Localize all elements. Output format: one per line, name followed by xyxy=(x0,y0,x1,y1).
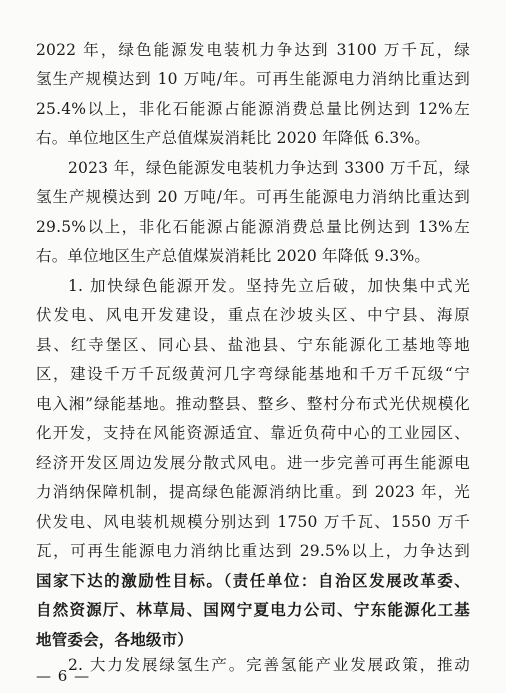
text-line: 25.4%以上，非化石能源占能源消费总量比例达到 12%左 xyxy=(36,100,470,118)
text-line: 瓦，可再生能源电力消纳比重达到 29.5%以上，力争达到 xyxy=(36,542,470,560)
text-line: 29.5%以上，非化石能源占能源消费总量比例达到 13%左 xyxy=(36,218,470,236)
page-number: — 6 — xyxy=(36,667,91,685)
text-line: 氢生产规模达到 10 万吨/年。可再生能源电力消纳比重达到 xyxy=(36,70,470,88)
text-line: 1. 加快绿色能源开发。坚持先立后破，加快集中式光 xyxy=(68,277,470,295)
text-line: 力消纳保障机制，提高绿色能源消纳比重。到 2023 年，光 xyxy=(36,483,470,501)
text-line: 区，建设千万千瓦级黄河几字弯绿能基地和千万千瓦级“宁 xyxy=(36,365,470,383)
text-line: 经济开发区周边发展分散式风电。进一步完善可再生能源电 xyxy=(36,454,470,472)
text-line: 地管委会，各地级市） xyxy=(36,630,194,649)
text-line: 电入湘”绿能基地。推动整县、整乡、整村分布式光伏规模化 xyxy=(36,395,470,413)
text-line: 伏发电、风电开发建设，重点在沙坡头区、中宁县、海原 xyxy=(36,306,470,324)
text-line: 右。单位地区生产总值煤炭消耗比 2020 年降低 6.3%。 xyxy=(36,129,431,147)
text-line: 化开发，支持在风能资源适宜、靠近负荷中心的工业园区、 xyxy=(36,424,470,442)
text-line: 2022 年，绿色能源发电装机力争达到 3100 万千瓦，绿 xyxy=(36,41,470,59)
text-line: 国家下达的激励性目标。（责任单位：自治区发展改革委、 xyxy=(36,571,470,590)
text-line: 县、红寺堡区、同心县、盐池县、宁东能源化工基地等地 xyxy=(36,336,470,354)
text-line: 2023 年，绿色能源发电装机力争达到 3300 万千瓦，绿 xyxy=(68,159,470,177)
text-line: 右。单位地区生产总值煤炭消耗比 2020 年降低 9.3%。 xyxy=(36,247,431,265)
text-line: 自然资源厅、林草局、国网宁夏电力公司、宁东能源化工基 xyxy=(36,600,470,619)
text-line: 伏发电、风电装机规模分别达到 1750 万千瓦、1550 万千 xyxy=(36,513,471,531)
text-line: 2. 大力发展绿氢生产。完善氢能产业发展政策，推动 xyxy=(68,656,470,674)
text-line: 氢生产规模达到 20 万吨/年。可再生能源电力消纳比重达到 xyxy=(36,188,470,206)
